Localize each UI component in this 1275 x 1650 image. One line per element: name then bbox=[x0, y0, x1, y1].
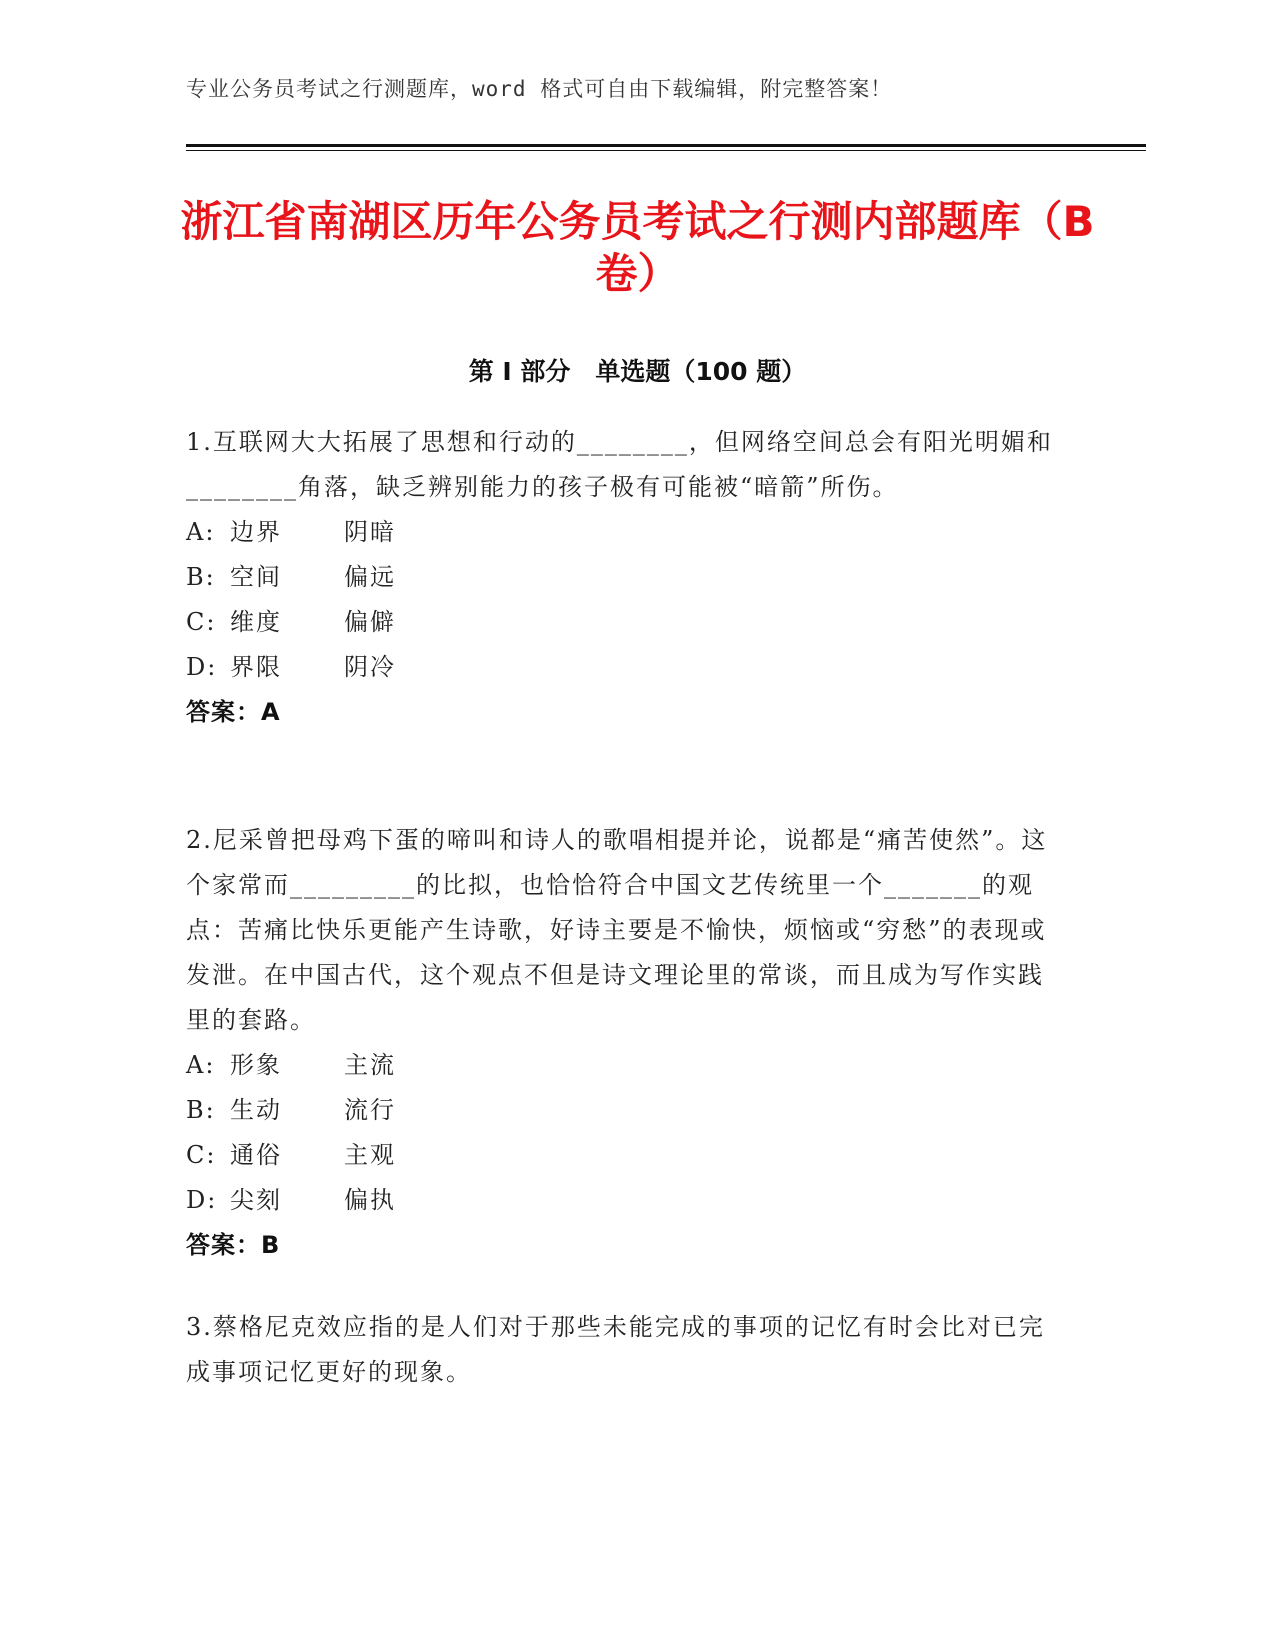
option-second: 偏僻 bbox=[344, 608, 396, 636]
option-label: B: bbox=[186, 563, 216, 591]
question-text: 1.互联网大大拓展了思想和行动的________，但网络空间总会有阳光明媚和________角落，缺乏辨别能力的孩子极有可能被“暗箭”所伤。 bbox=[186, 428, 1053, 501]
question-2 bbox=[186, 818, 1066, 1268]
option-first: 界限 bbox=[230, 653, 282, 681]
document-title: 浙江省南湖区历年公务员考试之行测内部题库（B 卷） bbox=[180, 197, 1095, 298]
option-c bbox=[186, 600, 1066, 645]
option-a bbox=[186, 510, 1066, 555]
option-first: 边界 bbox=[230, 518, 282, 546]
option-label: B: bbox=[186, 1096, 216, 1124]
option-c bbox=[186, 1133, 1066, 1178]
header-note: 专业公务员考试之行测题库，word 格式可自由下载编辑，附完整答案！ bbox=[186, 77, 893, 101]
header-rule-thin bbox=[186, 150, 1146, 151]
option-first: 形象 bbox=[230, 1051, 282, 1079]
option-second: 阴暗 bbox=[344, 518, 396, 546]
option-label: A: bbox=[186, 1051, 216, 1079]
answer-label: 答案： bbox=[186, 1231, 261, 1259]
option-first: 生动 bbox=[230, 1096, 282, 1124]
option-first: 尖刻 bbox=[230, 1186, 282, 1214]
question-3 bbox=[186, 1305, 1066, 1395]
option-second: 阴冷 bbox=[344, 653, 396, 681]
option-label: C: bbox=[186, 1141, 217, 1169]
option-label: D: bbox=[186, 653, 218, 681]
option-label: C: bbox=[186, 608, 217, 636]
question-1 bbox=[186, 420, 1066, 735]
question-text: 3.蔡格尼克效应指的是人们对于那些未能完成的事项的记忆有时会比对已完成事项记忆更好的现象。 bbox=[186, 1313, 1045, 1386]
answer-line bbox=[186, 690, 1066, 735]
answer-value: B bbox=[261, 1231, 281, 1259]
option-first: 通俗 bbox=[230, 1141, 282, 1169]
option-first: 空间 bbox=[230, 563, 282, 591]
option-d bbox=[186, 1178, 1066, 1223]
section-title: 第 I 部分 单选题（100 题） bbox=[468, 357, 807, 386]
answer-label: 答案： bbox=[186, 698, 261, 726]
option-label: A: bbox=[186, 518, 216, 546]
option-second: 偏执 bbox=[344, 1186, 396, 1214]
option-second: 主观 bbox=[344, 1141, 396, 1169]
option-a bbox=[186, 1043, 1066, 1088]
option-b bbox=[186, 555, 1066, 600]
question-text: 2.尼采曾把母鸡下蛋的啼叫和诗人的歌唱相提并论，说都是“痛苦使然”。这个家常而_________的比拟，也恰恰符合中国文艺传统里一个_______的观点：苦痛比快乐更能产生诗歌，好诗主要是不愉快，烦恼或“穷愁”的表现或发泄。在中国古代，这个观点不但是诗文理论里的常谈，而且成为写作实践里的套路。 bbox=[186, 826, 1048, 1034]
option-d bbox=[186, 645, 1066, 690]
answer-value: A bbox=[261, 698, 281, 726]
option-second: 偏远 bbox=[344, 563, 396, 591]
option-second: 流行 bbox=[344, 1096, 396, 1124]
option-label: D: bbox=[186, 1186, 218, 1214]
option-second: 主流 bbox=[344, 1051, 396, 1079]
option-b bbox=[186, 1088, 1066, 1133]
answer-line bbox=[186, 1223, 1066, 1268]
option-first: 维度 bbox=[230, 608, 282, 636]
header-rule-thick bbox=[186, 144, 1146, 147]
